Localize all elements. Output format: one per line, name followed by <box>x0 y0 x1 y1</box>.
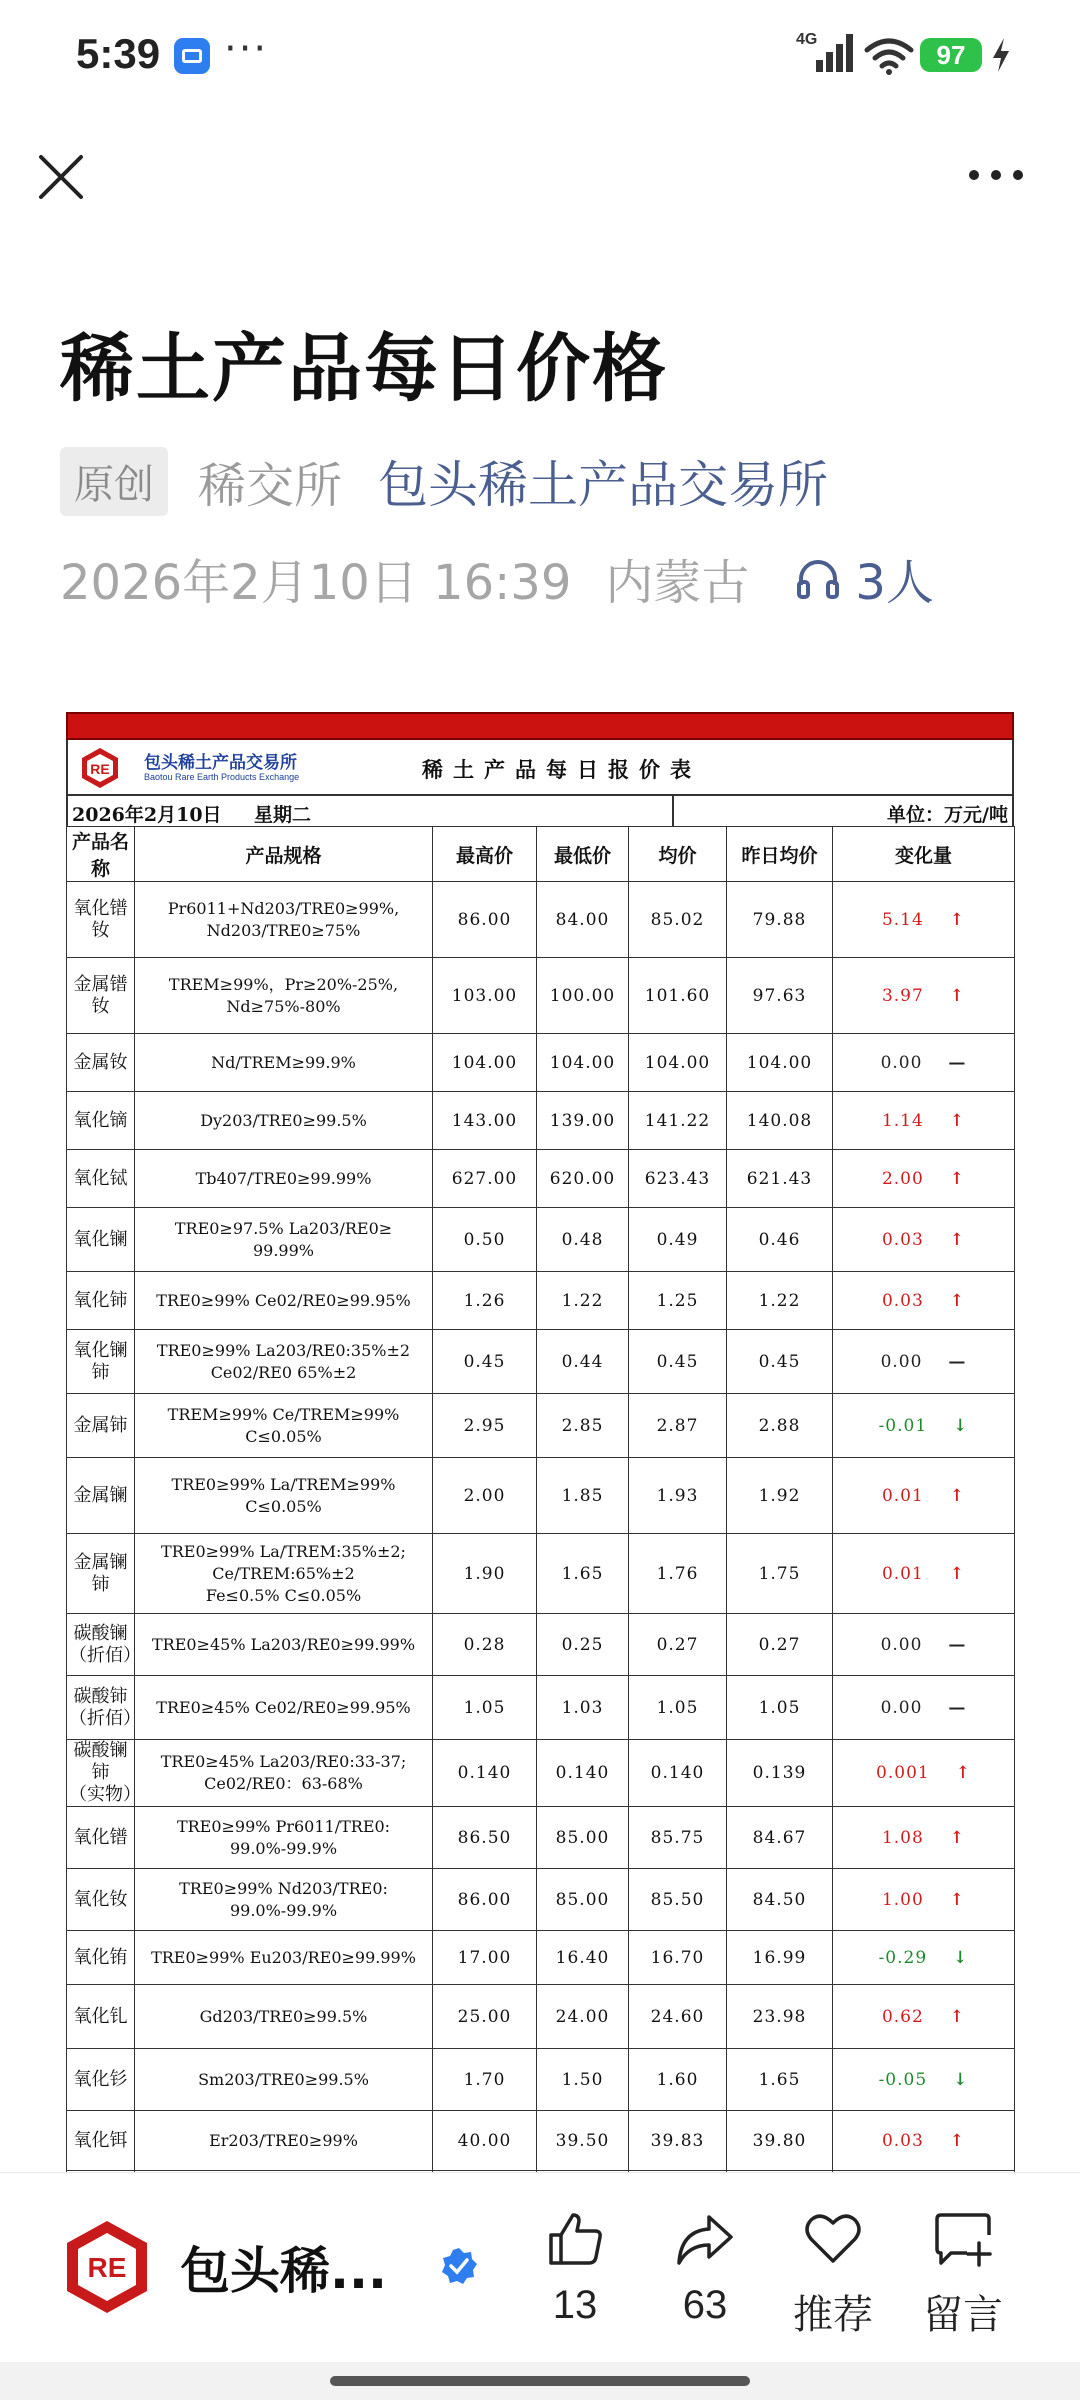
high-price-cell: 0.45 <box>433 1330 537 1394</box>
product-name-cell: 氧化镧铈 <box>67 1330 135 1394</box>
charging-bolt-icon <box>990 36 1012 74</box>
high-price-cell: 2.00 <box>433 1458 537 1534</box>
prev-avg-cell: 1.22 <box>727 1272 833 1330</box>
change-cell <box>833 1740 1015 1807</box>
account-avatar[interactable] <box>64 2219 150 2315</box>
low-price-cell: 0.48 <box>537 1208 629 1272</box>
up-arrow-icon: ↑ <box>949 1827 966 1848</box>
publish-location: 内蒙古 <box>605 554 750 611</box>
change-cell <box>833 1150 1015 1208</box>
account-name[interactable]: 包头稀... <box>180 2242 387 2300</box>
close-button[interactable] <box>36 152 86 202</box>
recommend-button[interactable] <box>778 2209 888 2339</box>
change-value: 2.00 <box>881 1168 924 1189</box>
high-price-cell: 104.00 <box>433 1034 537 1092</box>
prev-avg-cell: 79.88 <box>727 882 833 958</box>
table-row <box>67 1458 1015 1534</box>
change-value: 0.00 <box>880 1351 923 1372</box>
change-value: 0.01 <box>881 1563 924 1584</box>
comment-label: 留言 <box>923 2293 1003 2337</box>
product-spec-cell: TRE0≥99% La/TREM≥99% C≤0.05% <box>135 1458 433 1534</box>
up-arrow-icon: ↑ <box>949 1110 966 1131</box>
product-name-cell: 氧化铕 <box>67 1931 135 1985</box>
prev-avg-cell: 0.139 <box>727 1740 833 1807</box>
article-info-row <box>60 548 934 611</box>
header-change: 变化量 <box>833 827 1015 882</box>
avg-price-cell: 85.75 <box>629 1807 727 1869</box>
comment-plus-icon <box>933 2209 993 2269</box>
change-value: 0.00 <box>880 1634 923 1655</box>
table-row <box>67 1150 1015 1208</box>
up-arrow-icon: ↑ <box>949 1290 966 1311</box>
prev-avg-cell: 0.45 <box>727 1330 833 1394</box>
down-arrow-icon: ↓ <box>953 2069 969 2090</box>
prev-avg-cell: 1.92 <box>727 1458 833 1534</box>
product-name-cell: 氧化铽 <box>67 1150 135 1208</box>
up-arrow-icon: ↑ <box>949 2130 966 2151</box>
change-cell <box>833 1092 1015 1150</box>
product-spec-cell: TRE0≥99% La/TREM:35%±2; Ce/TREM:65%±2 Fe≤0.5% C≤0.05% <box>135 1534 433 1614</box>
up-arrow-icon: ↑ <box>955 1763 971 1783</box>
dash-icon: — <box>948 1052 967 1073</box>
up-arrow-icon: ↑ <box>949 1485 966 1506</box>
up-arrow-icon: ↑ <box>949 985 966 1006</box>
heart-icon <box>803 2209 863 2269</box>
up-arrow-icon: ↑ <box>949 909 966 930</box>
low-price-cell: 1.22 <box>537 1272 629 1330</box>
avg-price-cell: 39.83 <box>629 2111 727 2171</box>
product-spec-cell: TRE0≥99% Pr6011/TRE0: 99.0%-99.9% <box>135 1807 433 1869</box>
product-spec-cell: TREM≥99% Ce/TREM≥99% C≤0.05% <box>135 1394 433 1458</box>
table-row <box>67 2049 1015 2111</box>
product-spec-cell: TREM≥99%，Pr≥20%-25%, Nd≥75%-80% <box>135 958 433 1034</box>
avg-price-cell: 0.27 <box>629 1614 727 1676</box>
product-name-cell: 氧化铈 <box>67 1272 135 1330</box>
table-row <box>67 1272 1015 1330</box>
low-price-cell: 0.140 <box>537 1740 629 1807</box>
change-cell <box>833 1676 1015 1740</box>
status-bar <box>0 0 1080 110</box>
product-name-cell: 氧化镧 <box>67 1208 135 1272</box>
home-indicator[interactable] <box>330 2376 750 2386</box>
high-price-cell: 1.05 <box>433 1676 537 1740</box>
change-value: 0.00 <box>880 1052 923 1073</box>
down-arrow-icon: ↓ <box>953 1415 969 1436</box>
product-spec-cell: TRE0≥99% La203/RE0:35%±2 Ce02/RE0 65%±2 <box>135 1330 433 1394</box>
change-value: -0.29 <box>878 1947 928 1968</box>
high-price-cell: 103.00 <box>433 958 537 1034</box>
article-author: 稀交所 <box>198 457 343 514</box>
change-cell <box>833 1931 1015 1985</box>
product-spec-cell: Pr6011+Nd203/TRE0≥99%, Nd203/TRE0≥75% <box>135 882 433 958</box>
change-cell <box>833 1458 1015 1534</box>
low-price-cell: 1.65 <box>537 1534 629 1614</box>
prev-avg-cell: 104.00 <box>727 1034 833 1092</box>
headphones-icon[interactable] <box>795 555 841 601</box>
avg-price-cell: 16.70 <box>629 1931 727 1985</box>
listener-count[interactable]: 3人 <box>855 554 934 611</box>
low-price-cell: 85.00 <box>537 1807 629 1869</box>
prev-avg-cell: 2.88 <box>727 1394 833 1458</box>
product-name-cell: 氧化钆 <box>67 1985 135 2049</box>
sheet-title: 稀土产品每日报价表 <box>422 757 701 782</box>
avg-price-cell: 1.05 <box>629 1676 727 1740</box>
product-name-cell: 金属镧铈 <box>67 1534 135 1614</box>
sheet-divider <box>672 796 674 826</box>
article-title: 稀土产品每日价格 <box>60 326 668 412</box>
comment-button[interactable] <box>908 2209 1018 2339</box>
high-price-cell: 143.00 <box>433 1092 537 1150</box>
high-price-cell: 1.70 <box>433 2049 537 2111</box>
verified-badge-icon <box>440 2247 478 2285</box>
sheet-date: 2026年2月10日 <box>72 804 222 826</box>
high-price-cell: 0.50 <box>433 1208 537 1272</box>
dash-icon: — <box>948 1634 967 1655</box>
thumbs-up-icon <box>545 2209 605 2269</box>
high-price-cell: 86.00 <box>433 882 537 958</box>
product-spec-cell: TRE0≥45% Ce02/RE0≥99.95% <box>135 1676 433 1740</box>
avg-price-cell: 1.93 <box>629 1458 727 1534</box>
product-spec-cell: Tb407/TRE0≥99.99% <box>135 1150 433 1208</box>
product-spec-cell: Sm203/TRE0≥99.5% <box>135 2049 433 2111</box>
battery-level: 97 <box>920 38 982 72</box>
product-name-cell: 氧化镨钕 <box>67 882 135 958</box>
product-name-cell: 氧化镝 <box>67 1092 135 1150</box>
gesture-bar-area <box>0 2362 1080 2400</box>
change-value: 5.14 <box>881 909 924 930</box>
sheet-red-bar <box>66 712 1014 740</box>
avg-price-cell: 141.22 <box>629 1092 727 1150</box>
change-cell <box>833 1614 1015 1676</box>
product-spec-cell: TRE0≥45% La203/RE0:33-37; Ce02/RE0：63-68% <box>135 1740 433 1807</box>
high-price-cell: 40.00 <box>433 2111 537 2171</box>
sheet-date-line <box>66 794 1014 826</box>
product-name-cell: 氧化镨 <box>67 1807 135 1869</box>
avg-price-cell: 1.25 <box>629 1272 727 1330</box>
wifi-icon <box>864 36 914 76</box>
low-price-cell: 0.44 <box>537 1330 629 1394</box>
product-spec-cell: TRE0≥45% La203/RE0≥99.99% <box>135 1614 433 1676</box>
change-value: 1.08 <box>881 1827 924 1848</box>
high-price-cell: 86.50 <box>433 1807 537 1869</box>
high-price-cell: 627.00 <box>433 1150 537 1208</box>
recommend-label: 推荐 <box>793 2293 873 2337</box>
sheet-org-name: 包头稀土产品交易所 <box>144 753 297 773</box>
change-cell <box>833 1330 1015 1394</box>
change-cell <box>833 2049 1015 2111</box>
low-price-cell: 1.85 <box>537 1458 629 1534</box>
prev-avg-cell: 84.50 <box>727 1869 833 1931</box>
product-spec-cell: TRE0≥99% Eu203/RE0≥99.99% <box>135 1931 433 1985</box>
change-cell <box>833 1034 1015 1092</box>
price-sheet-image[interactable] <box>66 712 1014 2172</box>
high-price-cell: 86.00 <box>433 1869 537 1931</box>
change-value: 0.03 <box>881 1290 924 1311</box>
sheet-org-name-en: Baotou Rare Earth Products Exchange <box>144 772 300 782</box>
change-value: 1.00 <box>881 1889 924 1910</box>
avg-price-cell: 85.50 <box>629 1869 727 1931</box>
header-product-name: 产品名称 <box>67 827 135 882</box>
prev-avg-cell: 97.63 <box>727 958 833 1034</box>
svg-text:RE: RE <box>87 2252 127 2283</box>
header-avg-price: 均价 <box>629 827 727 882</box>
avg-price-cell: 0.140 <box>629 1740 727 1807</box>
article-meta-row <box>60 448 828 514</box>
product-name-cell: 氧化钐 <box>67 2049 135 2111</box>
wallet-app-icon <box>174 38 210 74</box>
up-arrow-icon: ↑ <box>949 1168 966 1189</box>
change-value: 0.03 <box>881 1229 924 1250</box>
avg-price-cell: 24.60 <box>629 1985 727 2049</box>
down-arrow-icon: ↓ <box>953 1947 969 1968</box>
avg-price-cell: 2.87 <box>629 1394 727 1458</box>
product-spec-cell: Nd/TREM≥99.9% <box>135 1034 433 1092</box>
prev-avg-cell: 1.65 <box>727 2049 833 2111</box>
low-price-cell: 104.00 <box>537 1034 629 1092</box>
table-row <box>67 1534 1015 1614</box>
product-spec-cell: Dy203/TRE0≥99.5% <box>135 1092 433 1150</box>
product-name-cell: 氧化铒 <box>67 2111 135 2171</box>
header-product-spec: 产品规格 <box>135 827 433 882</box>
like-count: 13 <box>552 2283 598 2327</box>
high-price-cell: 1.90 <box>433 1534 537 1614</box>
low-price-cell: 620.00 <box>537 1150 629 1208</box>
low-price-cell: 2.85 <box>537 1394 629 1458</box>
sheet-unit: 单位：万元/吨 <box>887 804 1008 826</box>
prev-avg-cell: 0.46 <box>727 1208 833 1272</box>
prev-avg-cell: 1.05 <box>727 1676 833 1740</box>
low-price-cell: 0.25 <box>537 1614 629 1676</box>
change-cell <box>833 1807 1015 1869</box>
dash-icon: — <box>948 1697 967 1718</box>
low-price-cell: 1.50 <box>537 2049 629 2111</box>
table-header-row <box>67 827 1015 882</box>
status-time: 5:39 <box>76 30 161 77</box>
product-name-cell: 金属钕 <box>67 1034 135 1092</box>
re-logo-icon <box>78 746 122 790</box>
prev-avg-cell: 0.27 <box>727 1614 833 1676</box>
change-cell <box>833 1272 1015 1330</box>
table-row <box>67 1394 1015 1458</box>
avg-price-cell: 104.00 <box>629 1034 727 1092</box>
change-cell <box>833 1534 1015 1614</box>
low-price-cell: 139.00 <box>537 1092 629 1150</box>
up-arrow-icon: ↑ <box>949 1563 966 1584</box>
sheet-header <box>66 740 1014 794</box>
avg-price-cell: 0.49 <box>629 1208 727 1272</box>
change-cell <box>833 2111 1015 2171</box>
table-row <box>67 1208 1015 1272</box>
product-spec-cell: TRE0≥99% Ce02/RE0≥99.95% <box>135 1272 433 1330</box>
avg-price-cell: 623.43 <box>629 1150 727 1208</box>
prev-avg-cell: 16.99 <box>727 1931 833 1985</box>
high-price-cell: 25.00 <box>433 1985 537 2049</box>
table-row <box>67 1869 1015 1931</box>
avg-price-cell: 0.45 <box>629 1330 727 1394</box>
table-row <box>67 1092 1015 1150</box>
product-name-cell: 金属镨钕 <box>67 958 135 1034</box>
up-arrow-icon: ↑ <box>949 2006 966 2027</box>
table-row <box>67 1614 1015 1676</box>
prev-avg-cell: 1.75 <box>727 1534 833 1614</box>
avg-price-cell: 1.60 <box>629 2049 727 2111</box>
low-price-cell: 16.40 <box>537 1931 629 1985</box>
high-price-cell: 1.26 <box>433 1272 537 1330</box>
change-value: -0.05 <box>878 2069 928 2090</box>
product-spec-cell: Gd203/TRE0≥99.5% <box>135 1985 433 2049</box>
prev-avg-cell: 39.80 <box>727 2111 833 2171</box>
change-value: 0.00 <box>880 1697 923 1718</box>
avg-price-cell: 101.60 <box>629 958 727 1034</box>
header-high-price: 最高价 <box>433 827 537 882</box>
share-arrow-icon <box>675 2209 735 2269</box>
up-arrow-icon: ↑ <box>949 1889 966 1910</box>
low-price-cell: 24.00 <box>537 1985 629 2049</box>
header-prev-avg: 昨日均价 <box>727 827 833 882</box>
change-cell <box>833 882 1015 958</box>
product-name-cell: 碳酸镧铈 （实物） <box>67 1740 135 1807</box>
table-row <box>67 882 1015 958</box>
prev-avg-cell: 84.67 <box>727 1807 833 1869</box>
table-row <box>67 1034 1015 1092</box>
change-value: 0.01 <box>881 1485 924 1506</box>
low-price-cell: 100.00 <box>537 958 629 1034</box>
original-badge: 原创 <box>60 447 168 516</box>
cell-signal-icon <box>796 30 856 74</box>
table-row <box>67 1330 1015 1394</box>
low-price-cell: 39.50 <box>537 2111 629 2171</box>
table-row <box>67 1807 1015 1869</box>
avg-price-cell: 85.02 <box>629 882 727 958</box>
account-link[interactable]: 包头稀土产品交易所 <box>378 456 829 514</box>
sheet-weekday: 星期二 <box>254 804 312 826</box>
change-cell <box>833 958 1015 1034</box>
change-cell <box>833 1208 1015 1272</box>
high-price-cell: 0.140 <box>433 1740 537 1807</box>
price-table-body <box>67 882 1015 2267</box>
change-value: 0.62 <box>881 2006 924 2027</box>
prev-avg-cell: 621.43 <box>727 1150 833 1208</box>
share-count: 63 <box>682 2283 728 2327</box>
status-more-icon: ··· <box>224 26 269 72</box>
high-price-cell: 17.00 <box>433 1931 537 1985</box>
svg-text:RE: RE <box>90 761 110 777</box>
like-button[interactable] <box>520 2209 630 2339</box>
high-price-cell: 0.28 <box>433 1614 537 1676</box>
product-spec-cell: TRE0≥97.5% La203/RE0≥ 99.99% <box>135 1208 433 1272</box>
low-price-cell: 1.03 <box>537 1676 629 1740</box>
up-arrow-icon: ↑ <box>949 1229 966 1250</box>
share-button[interactable] <box>650 2209 760 2339</box>
product-name-cell: 碳酸镧 （折佰） <box>67 1614 135 1676</box>
header-low-price: 最低价 <box>537 827 629 882</box>
change-cell <box>833 1394 1015 1458</box>
change-value: 3.97 <box>881 985 924 1006</box>
change-value: 0.03 <box>881 2130 924 2151</box>
change-value: 0.001 <box>876 1763 930 1783</box>
table-row <box>67 1985 1015 2049</box>
prev-avg-cell: 23.98 <box>727 1985 833 2049</box>
table-row <box>67 1740 1015 1807</box>
table-row <box>67 1676 1015 1740</box>
change-value: 1.14 <box>881 1110 924 1131</box>
table-row <box>67 1931 1015 1985</box>
product-name-cell: 金属镧 <box>67 1458 135 1534</box>
bottom-action-bar <box>0 2172 1080 2362</box>
network-type: 4G <box>796 31 818 48</box>
product-spec-cell: TRE0≥99% Nd203/TRE0: 99.0%-99.9% <box>135 1869 433 1931</box>
product-name-cell: 氧化钕 <box>67 1869 135 1931</box>
change-cell <box>833 1869 1015 1931</box>
publish-datetime: 2026年2月10日 16:39 <box>60 554 572 611</box>
change-value: -0.01 <box>878 1415 928 1436</box>
more-options-button[interactable] <box>966 160 1026 190</box>
avg-price-cell: 1.76 <box>629 1534 727 1614</box>
low-price-cell: 85.00 <box>537 1869 629 1931</box>
product-spec-cell: Er203/TRE0≥99% <box>135 2111 433 2171</box>
table-row <box>67 2111 1015 2171</box>
change-cell <box>833 1985 1015 2049</box>
high-price-cell: 2.95 <box>433 1394 537 1458</box>
prev-avg-cell: 140.08 <box>727 1092 833 1150</box>
dash-icon: — <box>948 1351 967 1372</box>
price-table <box>66 826 1015 2267</box>
product-name-cell: 金属铈 <box>67 1394 135 1458</box>
table-row <box>67 958 1015 1034</box>
product-name-cell: 碳酸铈 （折佰） <box>67 1676 135 1740</box>
low-price-cell: 84.00 <box>537 882 629 958</box>
